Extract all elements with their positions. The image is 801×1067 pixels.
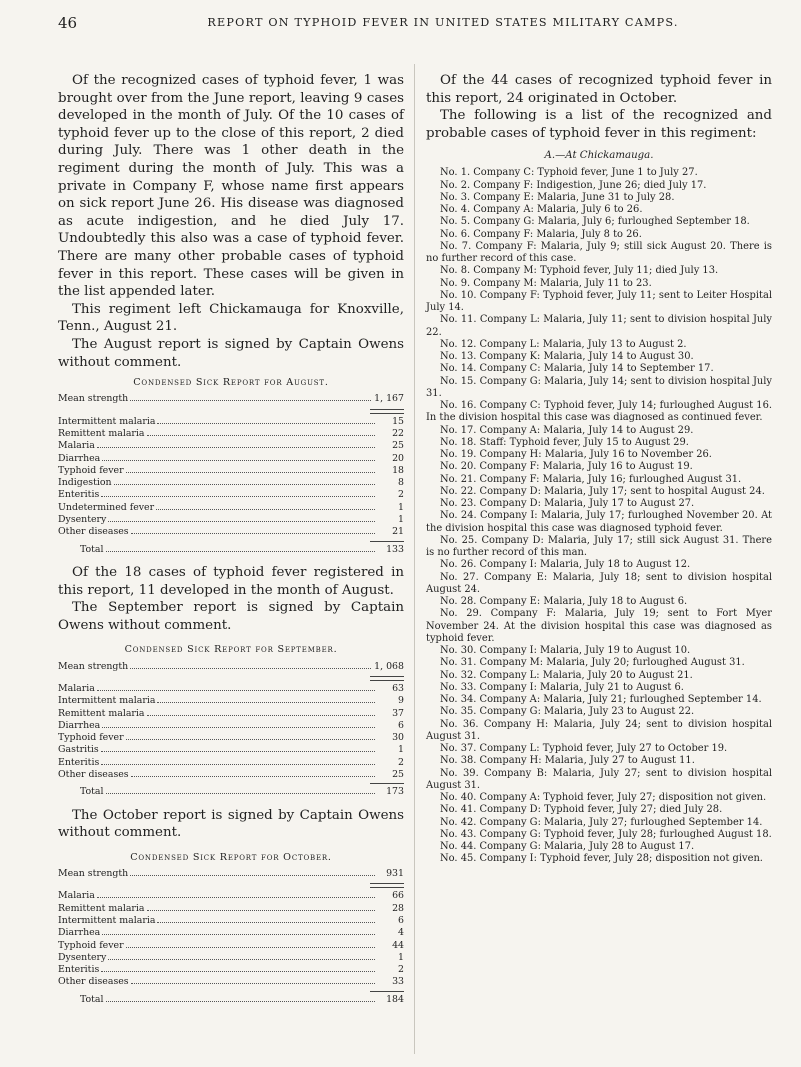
list-item: No. 36. Company H: Malaria, July 24; sent to division hospital August 31. <box>426 718 772 742</box>
row-value: 6 <box>398 719 404 731</box>
row-label: Undetermined fever <box>58 501 155 513</box>
row-label: Other diseases <box>58 976 129 988</box>
list-item: No. 8. Company M: Typhoid fever, July 11; died July 13. <box>440 265 719 277</box>
list-item: No. 3. Company E: Malaria, June 31 to July 28. <box>440 191 675 203</box>
table-row <box>58 952 404 964</box>
list-item: No. 12. Company L: Malaria, July 13 to August 2. <box>440 338 687 350</box>
list-item: No. 11. Company L: Malaria, July 11; sent to division hospital July 22. <box>426 314 772 338</box>
left-column <box>58 72 404 1006</box>
list-item: No. 18. Staff: Typhoid fever, July 15 to August 29. <box>440 436 689 448</box>
table-title: Condensed Sick Report for October. <box>130 851 332 863</box>
row-value: 37 <box>392 707 404 719</box>
row-label: Malaria <box>58 440 95 452</box>
list-item: No. 30. Company I: Malaria, July 19 to August 10. <box>440 645 691 657</box>
list-item: No. 23. Company D: Malaria, July 17 to August 27. <box>440 498 695 510</box>
row-value: 66 <box>392 890 404 902</box>
list-item: No. 28. Company E: Malaria, July 18 to August 6. <box>440 596 688 608</box>
list-item: No. 45. Company I: Typhoid fever, July 28; disposition not given. <box>440 853 763 865</box>
table-row <box>58 732 404 744</box>
list-item: No. 5. Company G: Malaria, July 6; furloughed September 18. <box>440 216 750 228</box>
row-value: 1 <box>398 951 404 963</box>
list-item: No. 44. Company G: Malaria, July 28 to August 17. <box>440 841 695 853</box>
table-row <box>58 708 404 720</box>
august-sick-report-table <box>58 377 404 556</box>
list-item: No. 2. Company F: Indigestion, June 26; died July 17. <box>440 179 707 191</box>
table-row <box>58 903 404 915</box>
table-rows <box>58 683 404 781</box>
list-item: No. 29. Company F: Malaria, July 19; sent to Fort Myer November 24. At the division hospital this case was diagnosed as typhoid fever. <box>426 608 772 644</box>
table-row <box>58 477 404 489</box>
table-row <box>58 428 404 440</box>
table-row <box>58 720 404 732</box>
table-row <box>58 890 404 902</box>
row-value: 22 <box>392 427 404 439</box>
mean-strength-row: Mean strength 1, 167 <box>58 393 404 405</box>
october-sick-report-table <box>58 852 404 1006</box>
row-label: Diarrhea <box>58 452 101 464</box>
row-value: 30 <box>392 732 404 744</box>
table-row <box>58 453 404 465</box>
row-label: Intermittent malaria <box>58 914 156 926</box>
list-item: No. 13. Company K: Malaria, July 14 to August 30. <box>440 351 694 363</box>
list-item: No. 38. Company H: Malaria, July 27 to August 11. <box>440 755 695 767</box>
list-item: No. 9. Company M: Malaria, July 11 to 23. <box>440 277 652 289</box>
row-value: 8 <box>398 477 404 489</box>
paragraph: This regiment left Chickamauga for Knoxville, Tenn., August 21. <box>58 301 404 335</box>
table-row <box>58 744 404 756</box>
table-title: Condensed Sick Report for September. <box>124 644 338 656</box>
row-label: Intermittent malaria <box>58 415 156 427</box>
paragraph: Of the 18 cases of typhoid fever registered in this report, 11 developed in the month of August. <box>58 564 404 598</box>
table-row <box>58 769 404 781</box>
list-item: No. 19. Company H: Malaria, July 16 to November 26. <box>440 449 712 461</box>
list-item: No. 24. Company I: Malaria, July 17; furloughed November 20. At the division hospital this case was diagnosed typhoid fever. <box>426 510 772 534</box>
row-label: Malaria <box>58 890 95 902</box>
list-item: No. 16. Company C: Typhoid fever, July 14; furloughed August 16. In the division hospital this case was diagnosed as continued fever. <box>426 400 772 424</box>
row-value: 63 <box>392 682 404 694</box>
list-item: No. 37. Company L: Typhoid fever, July 27 to October 19. <box>440 743 728 755</box>
row-value: 44 <box>392 939 404 951</box>
list-item: No. 25. Company D: Malaria, July 17; still sick August 31. There is no further record of this man. <box>426 534 772 559</box>
row-label: Intermittent malaria <box>58 695 156 707</box>
row-label: Other diseases <box>58 769 129 780</box>
table-row <box>58 526 404 538</box>
table-title: Condensed Sick Report for August. <box>133 377 329 389</box>
paragraph: The following is a list of the recognized and probable cases of typhoid fever in this regiment: <box>426 108 772 141</box>
list-item: No. 21. Company F: Malaria, July 16; furloughed August 31. <box>440 473 742 485</box>
paragraph: Of the recognized cases of typhoid fever, 1 was brought over from the June report, leaving 9 cases developed in the month of July. Of the 10 cases of typhoid fever up to the close of this report, 2 died during July. There was 1 other death in the regiment during the month of July. This was a private in Company F, whose name first appears on sick report June 26. His disease was diagnosed as acute indigestion, and he died July 17. Undoubtedly this also was a case of typhoid fever. There are many other probable cases of typhoid fever in this report. These cases will be given in the list appended later. <box>58 73 404 300</box>
row-value: 21 <box>392 526 404 538</box>
row-label: Indigestion <box>58 477 112 489</box>
list-subheading: A.—At Chickamauga. <box>544 150 654 162</box>
row-value: 18 <box>392 464 404 476</box>
list-item: No. 10. Company F: Typhoid fever, July 11; sent to Leiter Hospital July 14. <box>426 289 772 314</box>
table-row <box>58 514 404 526</box>
page-header <box>58 14 770 32</box>
row-label: Other diseases <box>58 526 129 538</box>
list-item: No. 26. Company I: Malaria, July 18 to August 12. <box>440 559 691 571</box>
paragraph: The August report is signed by Captain Owens without comment. <box>58 336 404 370</box>
row-label: Typhoid fever <box>58 464 124 476</box>
row-label: Typhoid fever <box>58 939 124 951</box>
list-item: No. 39. Company B: Malaria, July 27; sent to division hospital August 31. <box>426 767 772 791</box>
table-row <box>58 695 404 707</box>
row-label: Enteritis <box>58 756 100 768</box>
row-label: Typhoid fever <box>58 732 124 744</box>
list-item: No. 14. Company C: Malaria, July 14 to September 17. <box>440 363 714 375</box>
row-value: 1 <box>398 514 404 526</box>
table-row <box>58 915 404 927</box>
row-label: Remittent malaria <box>58 427 145 439</box>
list-item: No. 27. Company E: Malaria, July 18; sent to division hospital August 24. <box>426 571 772 595</box>
table-rows <box>58 890 404 988</box>
list-item: No. 17. Company A: Malaria, July 14 to August 29. <box>440 424 694 436</box>
table-row <box>58 964 404 976</box>
row-value: 25 <box>392 769 404 780</box>
list-item: No. 6. Company F: Malaria, July 8 to 26. <box>440 228 642 240</box>
september-sick-report-table <box>58 644 404 798</box>
list-item: No. 15. Company G: Malaria, July 14; sent to division hospital July 31. <box>426 375 772 399</box>
list-item: No. 35. Company G: Malaria, July 23 to August 22. <box>440 706 695 718</box>
row-label: Remittent malaria <box>58 707 145 719</box>
mean-strength-row: Mean strength 1, 068 <box>58 660 404 672</box>
table-rows <box>58 416 404 539</box>
column-divider <box>414 64 415 1054</box>
list-item: No. 40. Company A: Typhoid fever, July 27; disposition not given. <box>440 792 767 804</box>
total-row: Total 133 <box>80 543 404 555</box>
row-label: Remittent malaria <box>58 902 145 914</box>
row-label: Gastritis <box>58 744 99 756</box>
list-item: No. 22. Company D: Malaria, July 17; sent to hospital August 24. <box>440 485 765 497</box>
mean-strength-row: Mean strength 931 <box>58 868 404 880</box>
table-row <box>58 976 404 988</box>
row-value: 1 <box>398 744 404 756</box>
paragraph: The October report is signed by Captain Owens without comment. <box>58 807 404 841</box>
row-value: 4 <box>398 927 404 939</box>
total-row: Total 184 <box>80 993 404 1005</box>
list-item: No. 41. Company D: Typhoid fever, July 27; died July 28. <box>440 804 723 816</box>
table-row <box>58 927 404 939</box>
row-value: 33 <box>392 976 404 988</box>
table-row <box>58 940 404 952</box>
list-item: No. 7. Company F: Malaria, July 9; still sick August 20. There is no further record of this case. <box>426 240 772 265</box>
table-row <box>58 502 404 514</box>
row-label: Dysentery <box>58 951 107 963</box>
list-item: No. 42. Company G: Malaria, July 27; furloughed September 14. <box>440 816 763 828</box>
row-value: 28 <box>392 902 404 914</box>
row-value: 15 <box>392 415 404 427</box>
case-list <box>426 167 772 865</box>
page-number: 46 <box>58 14 78 32</box>
row-value: 2 <box>398 756 404 768</box>
row-label: Diarrhea <box>58 927 101 939</box>
list-item: No. 20. Company F: Malaria, July 16 to August 19. <box>440 461 693 473</box>
list-item: No. 31. Company M: Malaria, July 20; furloughed August 31. <box>440 657 745 669</box>
table-row <box>58 465 404 477</box>
row-label: Enteritis <box>58 489 100 501</box>
row-label: Malaria <box>58 682 95 694</box>
list-item: No. 33. Company I: Malaria, July 21 to August 6. <box>440 681 684 693</box>
right-column <box>426 72 772 866</box>
table-row <box>58 683 404 695</box>
running-title: REPORT ON TYPHOID FEVER IN UNITED STATES MILITARY CAMPS. <box>207 16 679 29</box>
list-item: No. 1. Company C: Typhoid fever, June 1 to July 27. <box>440 167 698 179</box>
table-row <box>58 416 404 428</box>
table-row <box>58 757 404 769</box>
row-value: 2 <box>398 964 404 976</box>
row-value: 1 <box>398 501 404 513</box>
total-row: Total 173 <box>80 786 404 798</box>
row-value: 25 <box>392 440 404 452</box>
row-label: Enteritis <box>58 964 100 976</box>
paragraph: Of the 44 cases of recognized typhoid fever in this report, 24 originated in October. <box>426 73 772 106</box>
row-value: 20 <box>392 452 404 464</box>
table-row <box>58 489 404 501</box>
list-item: No. 4. Company A: Malaria, July 6 to 26. <box>440 204 643 216</box>
list-item: No. 32. Company L: Malaria, July 20 to August 21. <box>440 669 693 681</box>
table-row <box>58 440 404 452</box>
row-value: 9 <box>398 695 404 707</box>
row-value: 2 <box>398 489 404 501</box>
row-label: Dysentery <box>58 514 107 526</box>
row-value: 6 <box>398 914 404 926</box>
paragraph: The September report is signed by Captain Owens without comment. <box>58 600 404 633</box>
list-item: No. 34. Company A: Malaria, July 21; furloughed September 14. <box>440 694 762 706</box>
list-item: No. 43. Company G: Typhoid fever, July 28; furloughed August 18. <box>440 828 772 840</box>
row-label: Diarrhea <box>58 719 101 731</box>
